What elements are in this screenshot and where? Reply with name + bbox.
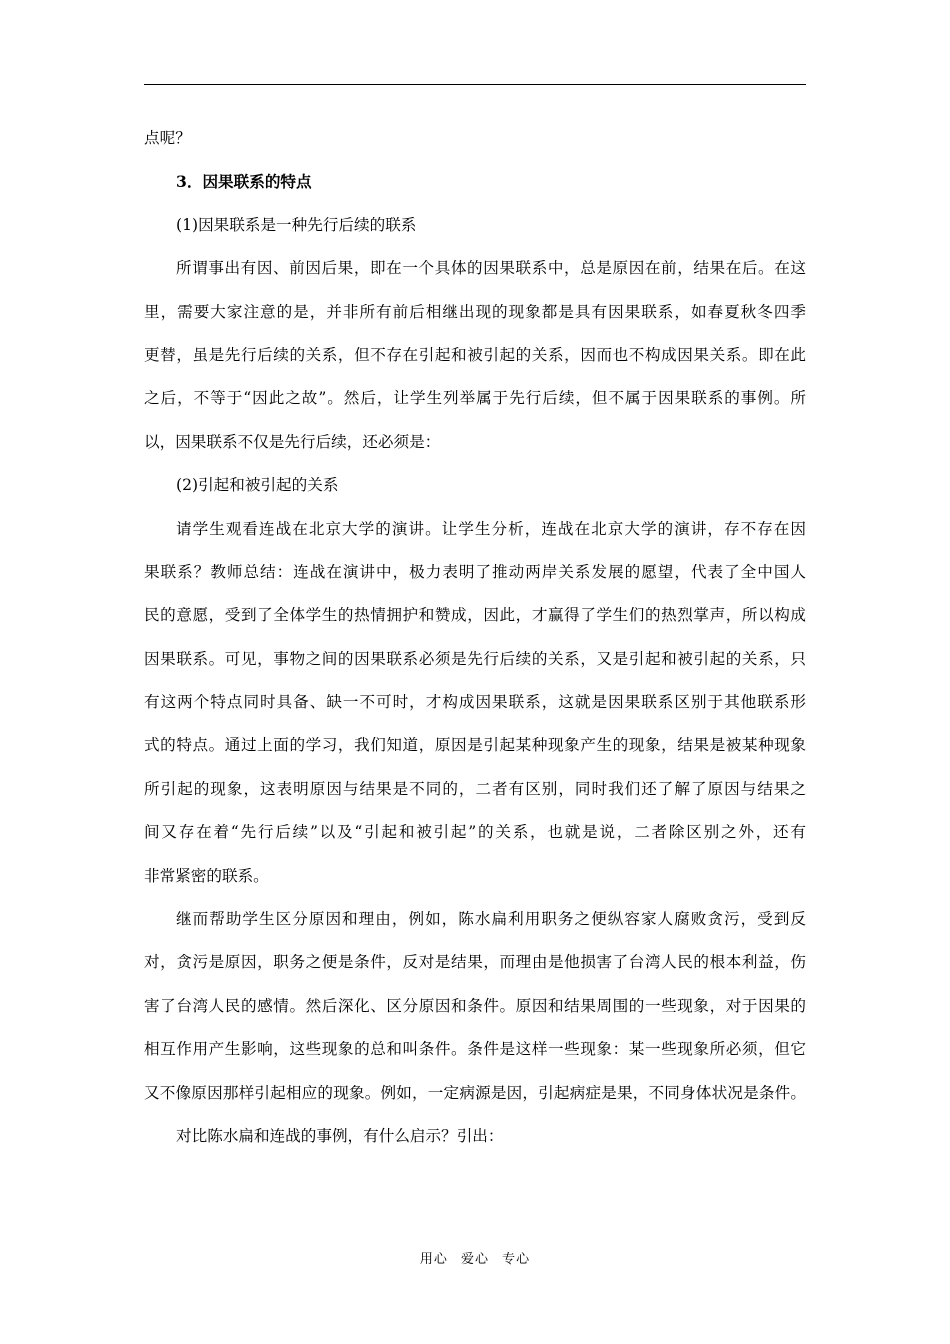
text-line: 对比陈水扁和连战的事例，有什么启示？引出：: [176, 1126, 504, 1145]
text-line: 点呢？: [144, 129, 191, 147]
text-line: 之后，不等于“因此之故”。然后，让学生列举属于先行后续，但不属于因果联系的事例。所: [144, 389, 806, 408]
text-line: 继而帮助学生区分原因和理由，例如，陈水扁利用职务之便纵容家人腐败贪污，受到反: [176, 910, 806, 929]
text-line: 间又存在着“先行后续”以及“引起和被引起”的关系，也就是说，二者除区别之外，还有: [144, 823, 806, 842]
text-line: 所谓事出有因、前因后果，即在一个具体的因果联系中，总是原因在前，结果在后。在这: [176, 259, 806, 278]
text-line: 民的意愿，受到了全体学生的热情拥护和赞成，因此，才赢得了学生们的热烈掌声，所以构成: [144, 606, 806, 625]
header-rule: [144, 84, 806, 85]
text-line: 因果联系。可见，事物之间的因果联系必须是先行后续的关系，又是引起和被引起的关系，只: [144, 649, 806, 668]
text-line: 害了台湾人民的感情。然后深化、区分原因和条件。原因和结果周围的一些现象，对于因果的: [144, 996, 806, 1015]
text-line: 果联系？教师总结：连战在演讲中，极力表明了推动两岸关系发展的愿望，代表了全中国人: [144, 562, 806, 581]
text-line: 里，需要大家注意的是，并非所有前后相继出现的现象都是具有因果联系，如春夏秋冬四季: [144, 302, 806, 321]
text-line: 对，贪污是原因，职务之便是条件，反对是结果，而理由是他损害了台湾人民的根本利益，伤: [144, 953, 806, 972]
text-line: 以，因果联系不仅是先行后续，还必须是：: [144, 432, 441, 451]
text-line: 相互作用产生影响，这些现象的总和叫条件。条件是这样一些现象：某一些现象所必须，但它: [144, 1040, 806, 1059]
body-text: [144, 117, 806, 1158]
text-line: 又不像原因那样引起相应的现象。例如，一定病源是因，引起病症是果，不同身体状况是条件。: [144, 1083, 806, 1102]
text-line: 式的特点。通过上面的学习，我们知道，原因是引起某种现象产生的现象，结果是被某种现象: [144, 736, 806, 755]
section-heading: 3．因果联系的特点: [176, 172, 312, 192]
subheading-1: (1)因果联系是一种先行后续的联系: [176, 215, 417, 234]
page-footer: 用心 爱心 专心: [419, 1252, 531, 1267]
text-line: 更替，虽是先行后续的关系，但不存在引起和被引起的关系，因而也不构成因果关系。即在此: [144, 345, 806, 364]
text-line: 请学生观看连战在北京大学的演讲。让学生分析，连战在北京大学的演讲，存不存在因: [176, 519, 806, 538]
text-line: 所引起的现象，这表明原因与结果是不同的，二者有区别，同时我们还了解了原因与结果之: [144, 779, 806, 798]
text-line: 有这两个特点同时具备、缺一不可时，才构成因果联系，这就是因果联系区别于其他联系形: [144, 693, 806, 712]
subheading-2: (2)引起和被引起的关系: [176, 476, 339, 495]
text-line: 非常紧密的联系。: [144, 866, 269, 885]
